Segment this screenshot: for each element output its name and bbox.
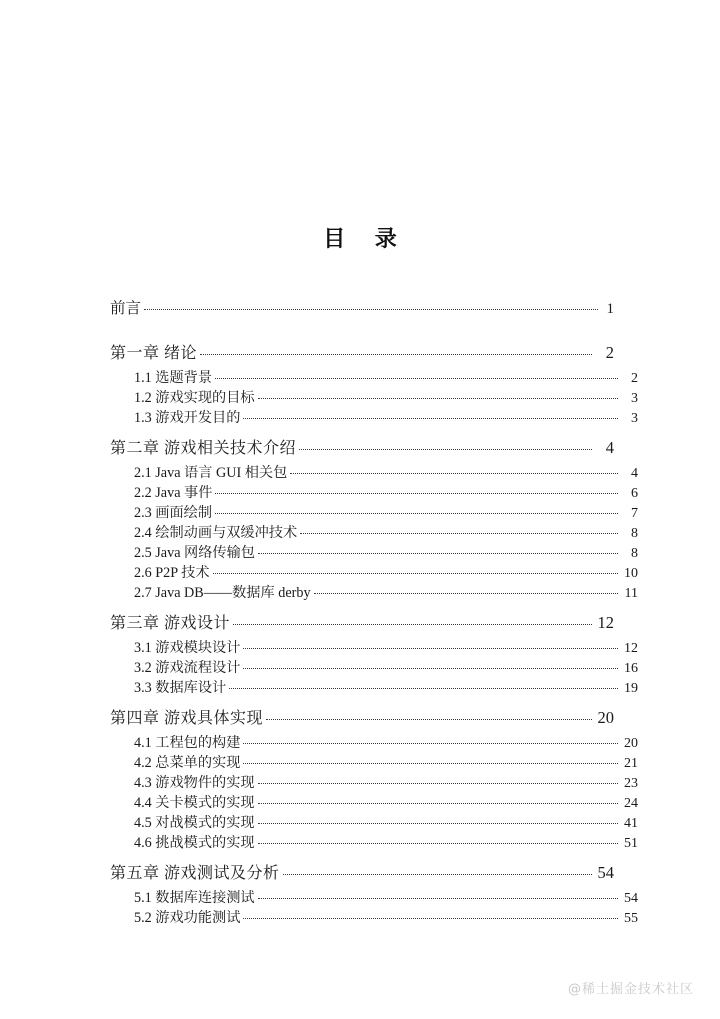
- toc-entry-section[interactable]: [110, 752, 638, 772]
- toc-entry-section[interactable]: [110, 887, 638, 907]
- toc-entry-page-number: 3: [631, 391, 638, 406]
- toc-entry-chapter[interactable]: [110, 610, 614, 637]
- toc-entry-section[interactable]: [110, 482, 638, 502]
- dot-leader: [200, 342, 592, 358]
- dot-leader: [314, 583, 618, 597]
- toc-entry-page-number: 54: [624, 891, 638, 906]
- dot-leader: [215, 483, 618, 497]
- toc-entry-page-number: 41: [624, 816, 638, 831]
- toc-entry-label: 2.4 绘制动画与双缓冲技术: [134, 525, 298, 541]
- page-title: 目 录: [323, 226, 409, 251]
- toc-entry-section[interactable]: [110, 677, 638, 697]
- dot-leader: [243, 753, 618, 767]
- toc-entry-label: 2.3 画面绘制: [134, 505, 213, 521]
- toc-entry-label: 5.2 游戏功能测试: [134, 910, 241, 926]
- toc-entry-section[interactable]: [110, 582, 638, 602]
- chapter-group: [110, 860, 638, 927]
- toc-entry-page-number: 7: [631, 506, 638, 521]
- dot-leader: [215, 503, 618, 517]
- toc-entry-label: 2.1 Java 语言 GUI 相关包: [134, 465, 288, 481]
- toc-entry-label: 3.3 数据库设计: [134, 680, 227, 696]
- toc-entry-page-number: 21: [624, 756, 638, 771]
- toc-entry-section[interactable]: [110, 407, 638, 427]
- toc-entry-page-number: 19: [624, 681, 638, 696]
- toc-entry-section[interactable]: [110, 732, 638, 752]
- toc-entry-label: 2.5 Java 网络传输包: [134, 545, 255, 561]
- toc-entry-section[interactable]: [110, 502, 638, 522]
- dot-leader: [243, 638, 618, 652]
- toc-entry-page-number: 23: [624, 776, 638, 791]
- toc-entry-page-number: 4: [605, 438, 614, 457]
- toc-entry-section[interactable]: [110, 907, 638, 927]
- chapter-group: [110, 610, 638, 697]
- dot-leader: [144, 298, 598, 314]
- toc-entry-page-number: 55: [624, 911, 638, 926]
- toc-entry-label: 1.3 游戏开发目的: [134, 410, 241, 426]
- toc-entry-label: 第四章 游戏具体实现: [110, 710, 264, 727]
- toc-entry-page-number: 20: [624, 736, 638, 751]
- chapter-group: [110, 340, 638, 427]
- toc-entry-page-number: 20: [597, 708, 614, 727]
- toc-entry-label: 第三章 游戏设计: [110, 615, 231, 632]
- toc-entry-label: 4.1 工程包的构建: [134, 735, 241, 751]
- dot-leader: [258, 833, 618, 847]
- toc-entry-label: 第一章 绪论: [110, 345, 198, 362]
- toc-entry-label: 1.1 选题背景: [134, 370, 213, 386]
- dot-leader: [243, 733, 618, 747]
- toc-entry-section[interactable]: [110, 562, 638, 582]
- toc-entry-chapter[interactable]: [110, 435, 614, 462]
- toc-entry-label: 2.6 P2P 技术: [134, 565, 210, 581]
- toc-entry-section[interactable]: [110, 367, 638, 387]
- toc-entry-label: 4.6 挑战模式的实现: [134, 835, 255, 851]
- toc-entry-label: 3.2 游戏流程设计: [134, 660, 241, 676]
- toc-entry-page-number: 51: [624, 836, 638, 851]
- toc-entry-section[interactable]: [110, 812, 638, 832]
- toc-entry-label: 1.2 游戏实现的目标: [134, 390, 255, 406]
- dot-leader: [258, 793, 618, 807]
- dot-leader: [243, 658, 618, 672]
- toc-entry-chapter[interactable]: [110, 705, 614, 732]
- table-of-contents: [110, 296, 638, 929]
- dot-leader: [213, 563, 618, 577]
- dot-leader: [258, 773, 618, 787]
- dot-leader: [258, 388, 618, 402]
- toc-entry-label: 4.5 对战模式的实现: [134, 815, 255, 831]
- dot-leader: [283, 862, 592, 878]
- toc-entry-page-number: 10: [624, 566, 638, 581]
- toc-entry-page-number: 24: [624, 796, 638, 811]
- toc-entry-label: 4.2 总菜单的实现: [134, 755, 241, 771]
- toc-entry-section[interactable]: [110, 542, 638, 562]
- toc-entry-front-matter[interactable]: [110, 296, 614, 319]
- toc-entry-page-number: 4: [631, 466, 638, 481]
- toc-entry-label: 3.1 游戏模块设计: [134, 640, 241, 656]
- toc-entry-chapter[interactable]: [110, 860, 614, 887]
- dot-leader: [243, 908, 618, 922]
- toc-entry-section[interactable]: [110, 792, 638, 812]
- toc-entry-label: 5.1 数据库连接测试: [134, 890, 255, 906]
- dot-leader: [300, 523, 618, 537]
- toc-entry-label: 第五章 游戏测试及分析: [110, 865, 280, 882]
- toc-entry-page-number: 12: [597, 613, 614, 632]
- toc-entry-section[interactable]: [110, 462, 638, 482]
- toc-entry-label: 4.4 关卡模式的实现: [134, 795, 255, 811]
- toc-entry-page-number: 6: [631, 486, 638, 501]
- toc-entry-page-number: 8: [631, 546, 638, 561]
- dot-leader: [258, 543, 618, 557]
- toc-entry-page-number: 11: [624, 586, 638, 601]
- toc-entry-label: 前言: [110, 300, 142, 317]
- toc-entry-label: 2.7 Java DB——数据库 derby: [134, 585, 311, 601]
- toc-entry-page-number: 3: [631, 411, 638, 426]
- dot-leader: [215, 368, 618, 382]
- toc-entry-section[interactable]: [110, 637, 638, 657]
- toc-entry-section[interactable]: [110, 772, 638, 792]
- toc-entry-section[interactable]: [110, 832, 638, 852]
- toc-entry-page-number: 12: [624, 641, 638, 656]
- dot-leader: [258, 888, 618, 902]
- dot-leader: [243, 408, 618, 422]
- toc-entry-page-number: 8: [631, 526, 638, 541]
- chapter-list: [110, 340, 638, 927]
- toc-entry-label: 4.3 游戏物件的实现: [134, 775, 255, 791]
- toc-entry-chapter[interactable]: [110, 340, 614, 367]
- toc-entry-section[interactable]: [110, 522, 638, 542]
- toc-entry-page-number: 16: [624, 661, 638, 676]
- dot-leader: [233, 612, 592, 628]
- chapter-group: [110, 435, 638, 602]
- dot-leader: [266, 707, 592, 723]
- dot-leader: [229, 678, 618, 692]
- toc-entry-label: 2.2 Java 事件: [134, 485, 213, 501]
- toc-entry-page-number: 2: [605, 343, 614, 362]
- dot-leader: [299, 437, 592, 453]
- toc-entry-section[interactable]: [110, 387, 638, 407]
- chapter-group: [110, 705, 638, 852]
- toc-entry-page-number: 1: [606, 301, 614, 317]
- dot-leader: [290, 463, 618, 477]
- toc-entry-page-number: 2: [631, 371, 638, 386]
- dot-leader: [258, 813, 618, 827]
- toc-entry-label: 第二章 游戏相关技术介绍: [110, 440, 297, 457]
- toc-entry-section[interactable]: [110, 657, 638, 677]
- toc-entry-page-number: 54: [597, 863, 614, 882]
- watermark: @稀土掘金技术社区: [567, 982, 694, 997]
